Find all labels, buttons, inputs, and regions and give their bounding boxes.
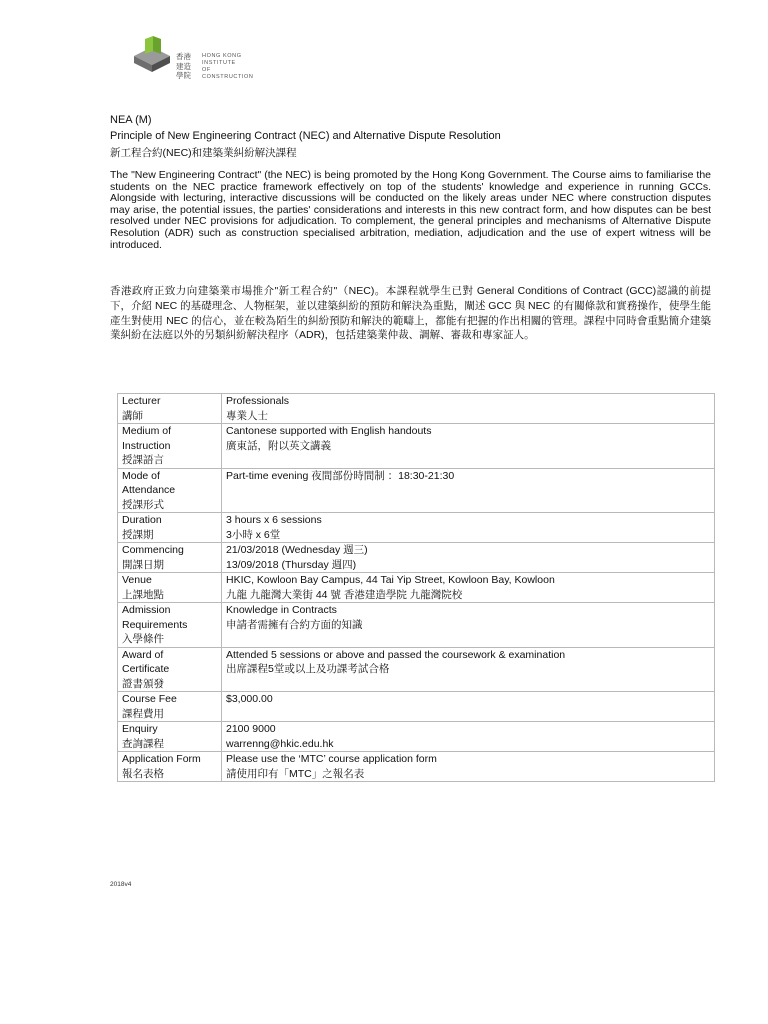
detail-value-cell xyxy=(222,543,715,573)
detail-label-text: Medium of xyxy=(122,425,172,437)
detail-value-text: warrenng@hkic.edu.hk xyxy=(226,737,334,750)
detail-value-text: Professionals xyxy=(226,395,290,407)
table-row-admission-requirements xyxy=(118,603,715,648)
detail-label-cell xyxy=(118,424,222,469)
course-description-english: The "New Engineering Contract" (the NEC) is being promoted by the Hong Kong Government. The Course aims to familiarise the students on the NEC practice framework effectively on top of the students' knowledge and experience in running GCCs. Alongside with lecturing, interactive discussions will be conducted on the likely areas under NEC where construction disputes may arise, the potential issues, the parties' considerations and interests in this new contract form, and how disputes can be best resolved under NEC provisions for adjudication. To complement, the general principles and mechanisms of Alternative Dispute Resolution (ADR) such as construction specialised arbitration, mediation, adjudication and the use of expert witness will be introduced. xyxy=(110,169,711,251)
table-row-mode-of-attendance xyxy=(118,468,715,513)
course-details-table xyxy=(117,393,715,782)
detail-value-text: Cantonese supported with English handouts xyxy=(226,425,432,437)
detail-label-text: 講師 xyxy=(122,409,143,422)
detail-label-text: Mode of xyxy=(122,469,160,482)
detail-value-text: 專業人士 xyxy=(226,409,268,422)
detail-value-text: Knowledge in Contracts xyxy=(226,604,337,616)
detail-label-cell xyxy=(118,394,222,424)
detail-label-text: Enquiry xyxy=(122,723,158,735)
detail-value-cell xyxy=(222,424,715,469)
detail-label-cell xyxy=(118,722,222,752)
detail-label-cell xyxy=(118,468,222,513)
hkic-logo xyxy=(132,36,252,86)
table-row-duration xyxy=(118,513,715,543)
detail-label-cell xyxy=(118,543,222,573)
table-row-application-form xyxy=(118,752,715,782)
detail-value-cell xyxy=(222,513,715,543)
course-code: NEA (M) xyxy=(110,114,152,126)
course-description-chinese: 香港政府正致力向建築業市場推介"新工程合約"（NEC)。本課程就學生已對 General Conditions of Contract (GCC)認識的前提下，介紹 NEC 的基礎理念、人物框架，並以建築糾紛的預防和解決為重點，闡述 GCC 與 NEC 的有關條款和實務操作，使學生能產生對使用 NEC 的信心，並在較為陌生的糾紛預防和解決的範疇上，都能有把握的作出相關的管理。課程中同時會重點簡介建築業糾紛在法庭以外的另類糾紛解決程序（ADR)，包括建築業仲裁、調解、審裁和專家証人。 xyxy=(110,285,711,342)
detail-value-cell xyxy=(222,394,715,424)
table-row-commencing xyxy=(118,543,715,573)
table-row-venue xyxy=(118,573,715,603)
detail-label-text: 查詢課程 xyxy=(122,737,164,750)
detail-label-text: Application Form xyxy=(122,753,201,765)
detail-label-text: Certificate xyxy=(122,663,170,675)
detail-label-text: Course Fee xyxy=(122,693,177,705)
detail-value-text: 請使用印有「MTC」之報名表 xyxy=(226,767,365,780)
detail-label-text: Award of xyxy=(122,648,164,661)
detail-label-cell xyxy=(118,513,222,543)
detail-label-cell xyxy=(118,647,222,692)
detail-value-cell xyxy=(222,752,715,782)
detail-label-text: Attendance xyxy=(122,484,176,496)
detail-value-cell xyxy=(222,692,715,722)
detail-label-text: 授課語言 xyxy=(122,454,164,466)
detail-value-cell xyxy=(222,603,715,648)
logo-english-name: HONG KONG INSTITUTE OF CONSTRUCTION xyxy=(202,53,254,80)
detail-value-text: 2100 9000 xyxy=(226,723,276,735)
detail-label-cell xyxy=(118,603,222,648)
detail-label-text: Lecturer xyxy=(122,395,161,407)
detail-value-cell xyxy=(222,647,715,692)
detail-label-text: 開課日期 xyxy=(122,558,164,571)
detail-value-text: HKIC, Kowloon Bay Campus, 44 Tai Yip Street, Kowloon Bay, Kowloon xyxy=(226,574,555,586)
detail-label-text: 上課地點 xyxy=(122,588,164,601)
table-row-lecturer xyxy=(118,394,715,424)
detail-value-text: 21/03/2018 (Wednesday 週三) xyxy=(226,544,368,556)
detail-value-cell xyxy=(222,468,715,513)
table-row-enquiry xyxy=(118,722,715,752)
detail-label-cell xyxy=(118,692,222,722)
detail-value-text: 13/09/2018 (Thursday 週四) xyxy=(226,558,357,571)
detail-label-text: Admission xyxy=(122,604,171,616)
detail-value-text: Attended 5 sessions or above and passed the coursework & examination xyxy=(226,648,566,661)
detail-value-text: 出席課程5堂或以上及功課考試合格 xyxy=(226,663,390,675)
detail-value-cell xyxy=(222,573,715,603)
detail-value-text: 廣東話，附以英文講義 xyxy=(226,439,331,452)
hkic-logo-mark xyxy=(132,36,176,76)
detail-label-text: Commencing xyxy=(122,544,184,556)
course-title-chinese: 新工程合約(NEC)和建築業糾紛解決課程 xyxy=(110,147,297,159)
detail-label-text: Instruction xyxy=(122,439,171,452)
detail-label-text: Duration xyxy=(122,514,162,526)
detail-value-text: Part-time evening 夜間部份時間制 ：18:30-21:30 xyxy=(226,469,455,482)
detail-value-text: 3 hours x 6 sessions xyxy=(226,514,322,526)
detail-label-cell xyxy=(118,752,222,782)
table-row-medium-of-instruction xyxy=(118,424,715,469)
detail-label-text: 報名表格 xyxy=(122,767,164,780)
detail-label-text: 授課形式 xyxy=(122,498,164,511)
detail-label-text: Venue xyxy=(122,574,152,586)
logo-chinese-name: 香港 建造 學院 xyxy=(176,52,191,80)
detail-label-text: Requirements xyxy=(122,618,188,631)
detail-value-text: 申請者需擁有合約方面的知識 xyxy=(226,618,363,631)
detail-value-text: Please use the ‘MTC’ course application form xyxy=(226,753,437,765)
detail-label-cell xyxy=(118,573,222,603)
detail-label-text: 入學條件 xyxy=(122,633,164,645)
detail-value-text: 3小時 x 6堂 xyxy=(226,528,281,541)
detail-value-cell xyxy=(222,722,715,752)
table-row-course-fee xyxy=(118,692,715,722)
document-version: 2018v4 xyxy=(110,881,132,888)
detail-label-text: 課程費用 xyxy=(122,707,164,720)
detail-label-text: 授課期 xyxy=(122,528,154,541)
course-title: Principle of New Engineering Contract (NEC) and Alternative Dispute Resolution xyxy=(110,130,501,142)
detail-label-text: 證書頒發 xyxy=(122,677,164,690)
detail-value-text: 九龍 九龍灣大業街 44 號 香港建造學院 九龍灣院校 xyxy=(226,588,463,601)
detail-value-text: $3,000.00 xyxy=(226,693,273,705)
table-row-award-of-certificate xyxy=(118,647,715,692)
